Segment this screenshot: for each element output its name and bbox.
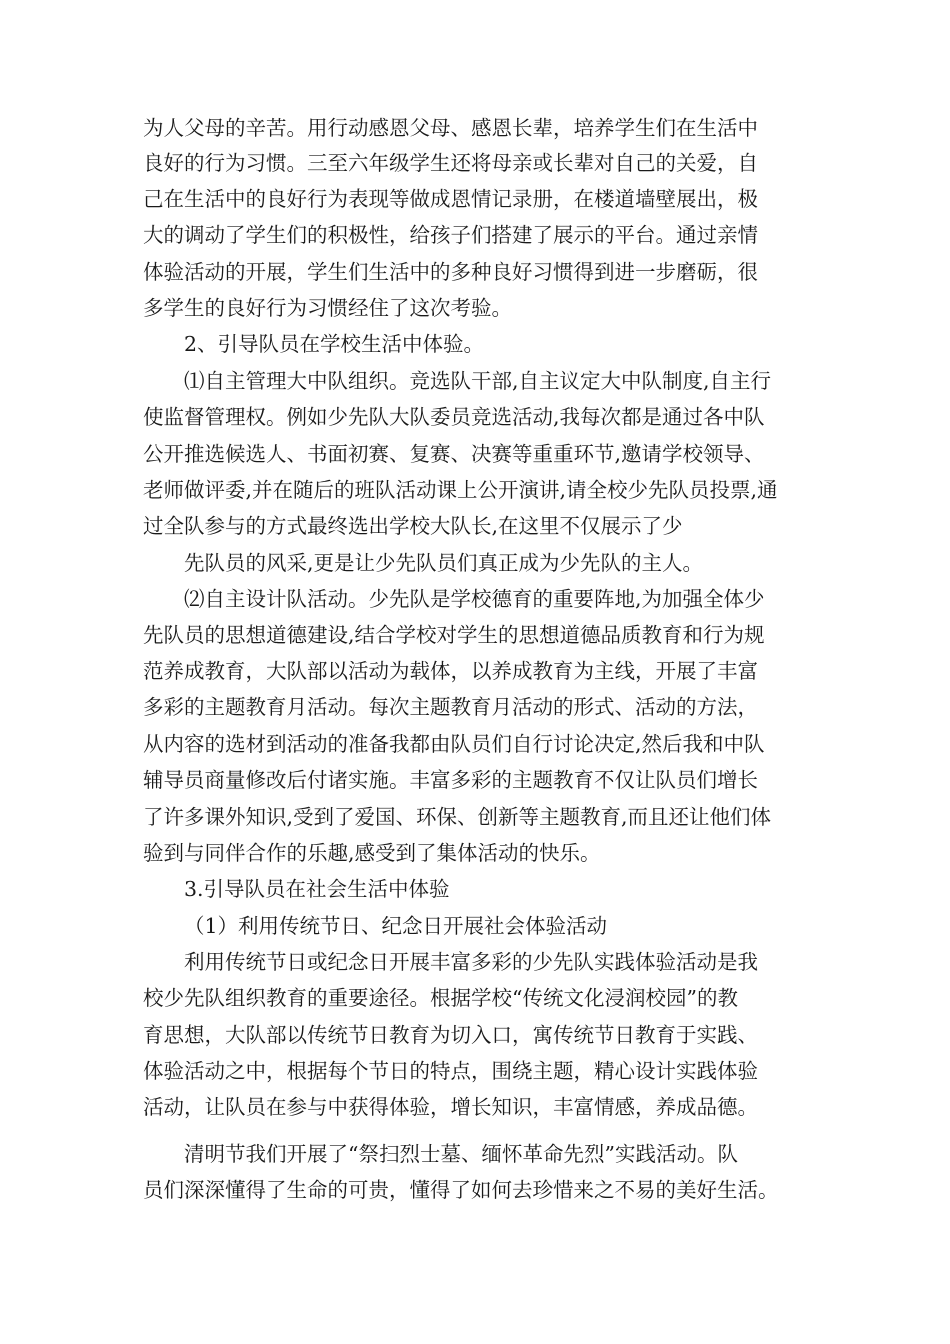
- text-line: 范养成教育，大队部以活动为载体，以养成教育为主线，开展了丰富: [143, 659, 758, 683]
- text-line: 利用传统节日或纪念日开展丰富多彩的少先队实践体验活动是我: [184, 950, 758, 974]
- text-line: 使监督管理权。例如少先队大队委员竞选活动,我每次都是通过各中队: [143, 405, 765, 429]
- text-line: 从内容的选材到活动的准备我都由队员们自行讨论决定,然后我和中队: [143, 732, 765, 756]
- text-line: 体验活动之中，根据每个节日的特点，围绕主题，精心设计实践体验: [143, 1059, 758, 1083]
- text-line: 大的调动了学生们的积极性，给孩子们搭建了展示的平台。通过亲情: [143, 223, 758, 247]
- text-line: 活动，让队员在参与中获得体验，增长知识，丰富情感，养成品德。: [143, 1095, 758, 1119]
- text-line: ⑴自主管理大中队组织。竞选队干部,自主议定大中队制度,自主行: [184, 369, 772, 393]
- text-line: 3.引导队员在社会生活中体验: [184, 877, 450, 901]
- text-line: 多彩的主题教育月活动。每次主题教育月活动的形式、活动的方法，: [143, 695, 758, 719]
- text-line: ⑵自主设计队活动。少先队是学校德育的重要阵地,为加强全体少: [184, 587, 765, 611]
- text-line: 过全队参与的方式最终选出学校大队长,在这里不仅展示了少: [143, 514, 683, 538]
- text-line: 公开推选候选人、书面初赛、复赛、决赛等重重环节,邀请学校领导、: [143, 442, 765, 466]
- text-line: 辅导员商量修改后付诸实施。丰富多彩的主题教育不仅让队员们增长: [143, 768, 758, 792]
- text-line: 良好的行为习惯。三至六年级学生还将母亲或长辈对自己的关爱，自: [143, 151, 758, 175]
- text-line: 先队员的思想道德建设,结合学校对学生的思想道德品质教育和行为规: [143, 623, 765, 647]
- text-line: 己在生活中的良好行为表现等做成恩情记录册，在楼道墙壁展出，极: [143, 187, 758, 211]
- text-line: （1）利用传统节日、纪念日开展社会体验活动: [184, 914, 608, 938]
- text-line: 体验活动的开展，学生们生活中的多种良好习惯得到进一步磨砺，很: [143, 260, 758, 284]
- text-line: 为人父母的辛苦。用行动感恩父母、感恩长辈，培养学生们在生活中: [143, 116, 758, 140]
- text-line: 育思想，大队部以传统节日教育为切入口，寓传统节日教育于实践、: [143, 1023, 758, 1047]
- text-line: 验到与同伴合作的乐趣,感受到了集体活动的快乐。: [143, 841, 601, 865]
- text-line: 多学生的良好行为习惯经住了这次考验。: [143, 296, 512, 320]
- text-line: 了许多课外知识,受到了爱国、环保、创新等主题教育,而且还让他们体: [143, 805, 772, 829]
- text-line: 员们深深懂得了生命的可贵，懂得了如何去珍惜来之不易的美好生活。: [143, 1178, 779, 1202]
- text-line: 2、引导队员在学校生活中体验。: [184, 332, 485, 356]
- text-line: 校少先队组织教育的重要途径。根据学校“传统文化浸润校园”的教: [143, 986, 738, 1010]
- text-line: 先队员的风采,更是让少先队员们真正成为少先队的主人。: [184, 551, 704, 575]
- text-line: 清明节我们开展了“祭扫烈士墓、缅怀革命先烈”实践活动。队: [184, 1142, 738, 1166]
- text-line: 老师做评委,并在随后的班队活动课上公开演讲,请全校少先队员投票,通: [143, 478, 778, 502]
